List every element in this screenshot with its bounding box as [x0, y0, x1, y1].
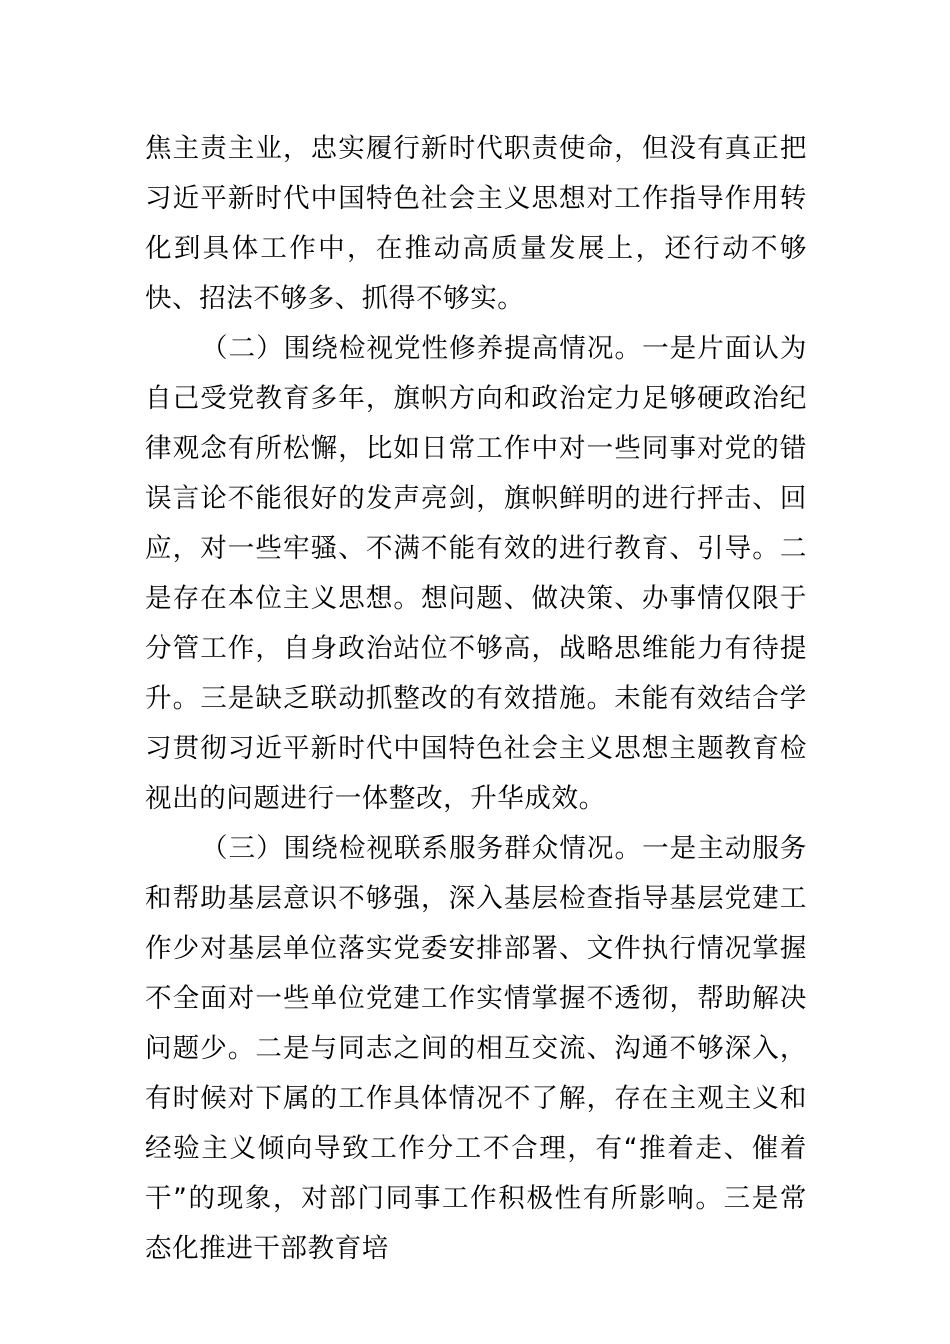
document-page: [145, 124, 807, 1274]
paragraph-party-cultivation: （二）围绕检视党性修养提高情况。一是片面认为自己受党教育多年，旗帜方向和政治定力足够硬政治纪律观念有所松懈，比如日常工作中对一些同事对党的错误言论不能很好的发声亮剑，旗帜鲜明的进行抨击、回应，对一些牢骚、不满不能有效的进行教育、引导。二是存在本位主义思想。想问题、做决策、办事情仅限于分管工作，自身政治站位不够高，战略思维能力有待提升。三是缺乏联动抓整改的有效措施。未能有效结合学习贯彻习近平新时代中国特色社会主义思想主题教育检视出的问题进行一体整改，升华成效。: [145, 333, 807, 814]
paragraph-serving-masses: （三）围绕检视联系服务群众情况。一是主动服务和帮助基层意识不够强，深入基层检查指导基层党建工作少对基层单位落实党委安排部署、文件执行情况掌握不全面对一些单位党建工作实情掌握不透彻，帮助解决问题少。二是与同志之间的相互交流、沟通不够深入，有时候对下属的工作具体情况不了解，存在主观主义和经验主义倾向导致工作分工不合理，有“推着走、催着干”的现象，对部门同事工作积极性有所影响。三是常态化推进干部教育培: [145, 833, 807, 1264]
paragraph-continuation: 焦主责主业，忠实履行新时代职责使命，但没有真正把习近平新时代中国特色社会主义思想对工作指导作用转化到具体工作中，在推动高质量发展上，还行动不够快、招法不够多、抓得不够实。: [145, 133, 807, 314]
